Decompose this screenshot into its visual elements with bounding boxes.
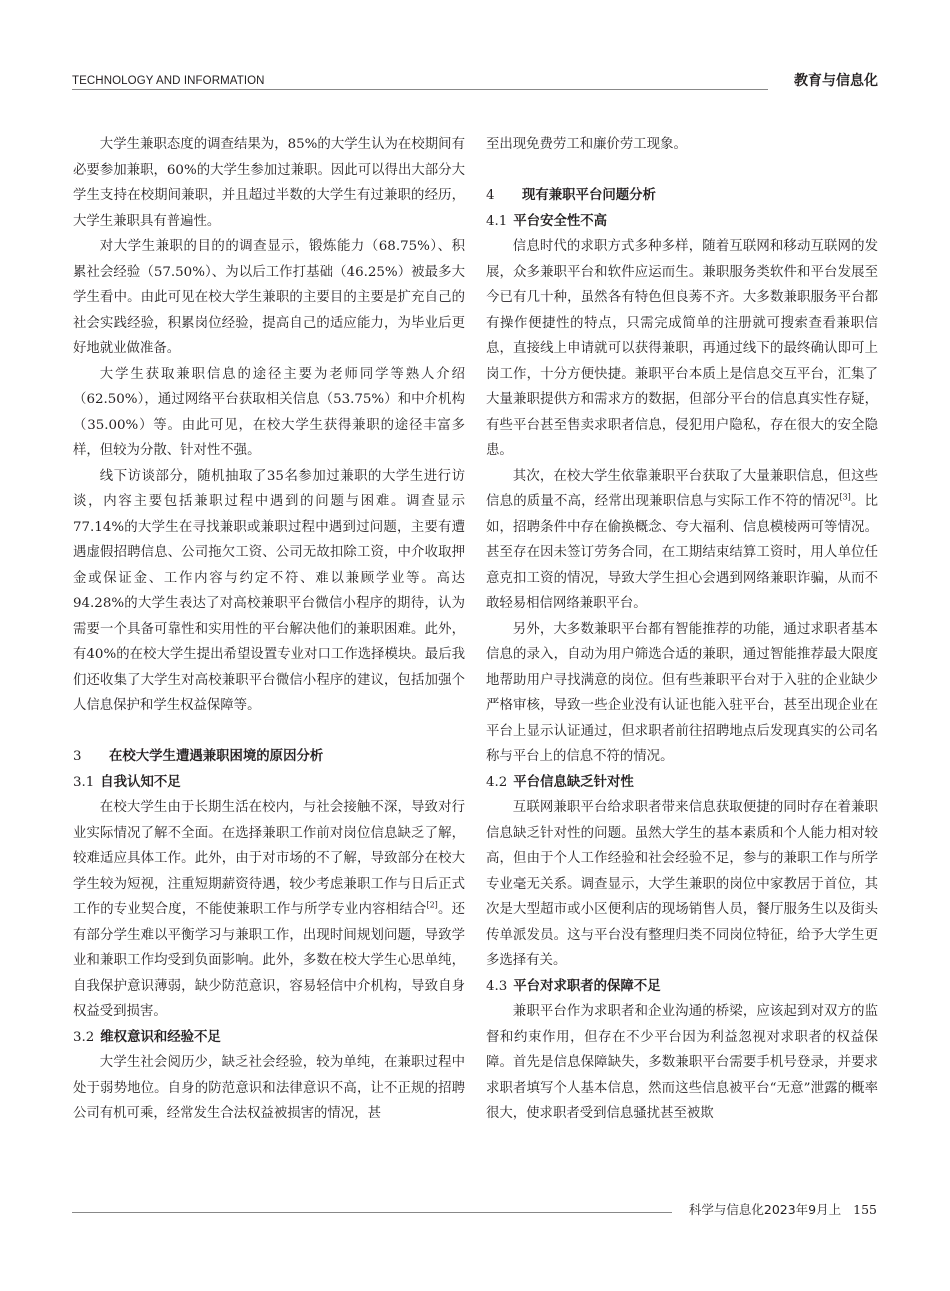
subsection-number: 4.2	[486, 774, 508, 790]
left-column	[73, 132, 465, 1127]
paragraph: 兼职平台作为求职者和企业沟通的桥梁，应该起到对双方的监督和约束作用，但存在不少平台因为利益忽视对求职者的权益保障。首先是信息保障缺失，多数兼职平台需要手机号登录，并要求求职者填写个人基本信息，然而这些信息被平台“无意”泄露的概率很大，使求职者受到信息骚扰甚至被欺	[486, 1004, 878, 1121]
section-heading-3	[73, 744, 465, 770]
subsection-heading-3-1	[73, 770, 465, 796]
paragraph-text: 在校大学生由于长期生活在校内，与社会接触不深，导致对行业实际情况了解不全面。在选择兼职工作前对岗位信息缺乏了解，较难适应具体工作。此外，由于对市场的不了解，导致部分在校大学生较为短视，注重短期薪资待遇，较少考虑兼职工作与日后正式工作的专业契合度，不能使兼职工作与所学专业内容相结合	[73, 800, 465, 917]
subsection-title: 平台安全性不高	[513, 213, 608, 229]
section-title: 在校大学生遭遇兼职困境的原因分析	[109, 749, 324, 764]
paragraph-continued: 至出现免费劳工和廉价劳工现象。	[486, 137, 687, 152]
footer-divider	[72, 1212, 672, 1213]
subsection-heading-4-1	[486, 209, 878, 235]
page-number: 155	[853, 1202, 877, 1217]
subsection-title: 自我认知不足	[100, 774, 181, 790]
subsection-heading-4-3	[486, 974, 878, 1000]
running-header-section: 教育与信息化	[794, 73, 878, 89]
paragraph	[73, 795, 465, 1025]
header-divider	[72, 89, 768, 90]
paragraph: 互联网兼职平台给求职者带来信息获取便捷的同时存在着兼职信息缺乏针对性的问题。虽然大学生的基本素质和个人能力相对较高，但由于个人工作经验和社会经验不足，参与的兼职工作与所学专业毫无关系。调查显示，大学生兼职的岗位中家教居于首位，其次是大型超市或小区便利店的现场销售人员，餐厅服务生以及街头传单派发员。这与平台没有整理归类不同岗位特征，给予大学生更多选择有关。	[486, 800, 878, 968]
paragraph: 线下访谈部分，随机抽取了35名参加过兼职的大学生进行访谈，内容主要包括兼职过程中遇到的问题与困难。调查显示77.14%的大学生在寻找兼职或兼职过程中遇到过问题，主要有遭遇虚假招聘信息、公司拖欠工资、公司无故扣除工资，中介收取押金或保证金、工作内容与约定不符、难以兼顾学业等。高达94.28%的大学生表达了对高校兼职平台微信小程序的期待，认为需要一个具备可靠性和实用性的平台解决他们的兼职困难。此外，有40%的在校大学生提出希望设置专业对口工作选择模块。最后我们还收集了大学生对高校兼职平台微信小程序的建议，包括加强个人信息保护和学生权益保障等。	[73, 468, 465, 713]
section-number: 3	[73, 749, 82, 764]
subsection-number: 4.3	[486, 978, 508, 994]
paragraph-text: 其次，在校大学生依靠兼职平台获取了大量兼职信息，但这些信息的质量不高，经常出现兼职信息与实际工作不符的情况	[486, 468, 878, 509]
running-header-english: TECHNOLOGY AND INFORMATION	[72, 75, 265, 87]
citation-ref: [3]	[839, 492, 851, 502]
section-title: 现有兼职平台问题分析	[522, 188, 656, 203]
subsection-title: 平台对求职者的保障不足	[513, 978, 661, 994]
subsection-number: 3.1	[73, 774, 95, 790]
subsection-number: 4.1	[486, 213, 508, 229]
subsection-number: 3.2	[73, 1029, 95, 1045]
subsection-heading-3-2	[73, 1025, 465, 1051]
paragraph-text: 。比如，招聘条件中存在偷换概念、夸大福利、信息模棱两可等情况。甚至存在因未签订劳务合同，在工期结束结算工资时，用人单位任意克扣工资的情况，导致大学生担心会遇到网络兼职诈骗，从而不敢轻易相信网络兼职平台。	[486, 494, 879, 611]
paragraph: 大学生兼职态度的调查结果为，85%的大学生认为在校期间有必要参加兼职，60%的大学生参加过兼职。因此可以得出大部分大学生支持在校期间兼职，并且超过半数的大学生有过兼职的经历，大学生兼职具有普遍性。	[73, 137, 465, 229]
paragraph: 对大学生兼职的目的的调查显示，锻炼能力（68.75%）、积累社会经验（57.50%）、为以后工作打基础（46.25%）被最多大学生看中。由此可见在校大学生兼职的主要目的主要是扩充自己的社会实践经验，积累岗位经验，提高自己的适应能力，为毕业后更好地就业做准备。	[73, 239, 465, 356]
section-number: 4	[486, 188, 495, 203]
footer-journal: 科学与信息化2023年9月上	[688, 1202, 842, 1217]
paragraph-text: 。还有部分学生难以平衡学习与兼职工作，出现时间规划问题，导致学业和兼职工作均受到负面影响。此外，多数在校大学生心思单纯，自我保护意识薄弱，缺少防范意识，容易轻信中介机构，导致自身权益受到损害。	[73, 902, 466, 1019]
running-footer	[689, 1200, 877, 1218]
subsection-title: 平台信息缺乏针对性	[513, 774, 634, 790]
paragraph: 大学生获取兼职信息的途径主要为老师同学等熟人介绍（62.50%），通过网络平台获取相关信息（53.75%）和中介机构（35.00%）等。由此可见，在校大学生获得兼职的途径丰富多样，但较为分散、针对性不强。	[73, 366, 465, 458]
subsection-heading-4-2	[486, 770, 878, 796]
paragraph	[486, 464, 878, 617]
paragraph: 大学生社会阅历少，缺乏社会经验，较为单纯，在兼职过程中处于弱势地位。自身的防范意识和法律意识不高，让不正规的招聘公司有机可乘，经常发生合法权益被损害的情况，甚	[73, 1055, 465, 1121]
paragraph: 另外，大多数兼职平台都有智能推荐的功能，通过求职者基本信息的录入，自动为用户筛选合适的兼职，通过智能推荐最大限度地帮助用户寻找满意的岗位。但有些兼职平台对于入驻的企业缺少严格审核，导致一些企业没有认证也能入驻平台，甚至出现企业在平台上显示认证通过，但求职者前往招聘地点后发现真实的公司名称与平台上的信息不符的情况。	[486, 621, 878, 764]
citation-ref: [2]	[426, 900, 438, 910]
section-heading-4	[486, 183, 878, 209]
paragraph: 信息时代的求职方式多种多样，随着互联网和移动互联网的发展，众多兼职平台和软件应运而生。兼职服务类软件和平台发展至今已有几十种，虽然各有特色但良莠不齐。大多数兼职服务平台都有操作便捷性的特点，只需完成简单的注册就可搜索查看兼职信息，直接线上申请就可以获得兼职，再通过线下的最终确认即可上岗工作，十分方便快捷。兼职平台本质上是信息交互平台，汇集了大量兼职提供方和需求方的数据，但部分平台的信息真实性存疑，有些平台甚至售卖求职者信息，侵犯用户隐私，存在很大的安全隐患。	[486, 239, 878, 458]
right-column	[486, 132, 878, 1127]
subsection-title: 维权意识和经验不足	[100, 1029, 221, 1045]
